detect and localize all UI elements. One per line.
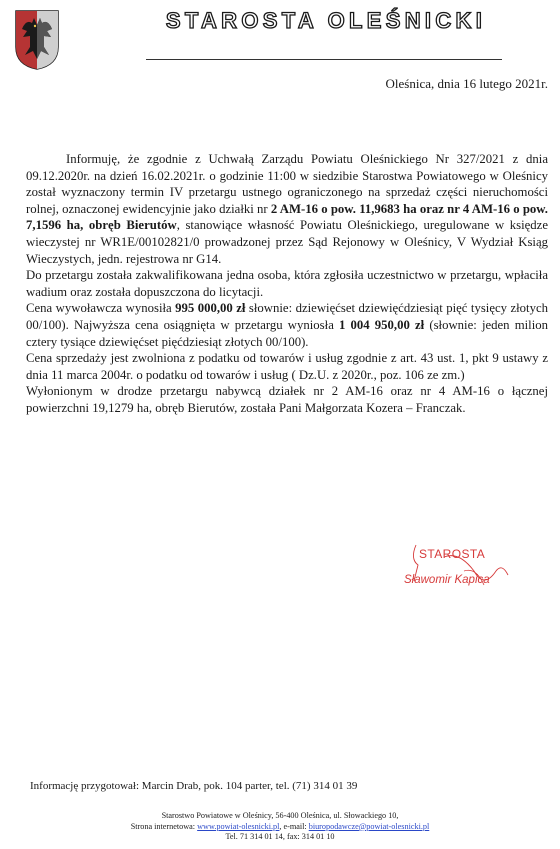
footer-phone: Tel. 71 314 01 14, fax: 314 01 10 [225,832,335,841]
signature-title: STAROSTA [419,547,486,561]
paragraph-3-text-e: (słownie: jeden milion cztery tysiące dziewięćset pięćdziesiąt złotych 00/100). [26,317,548,349]
email-link[interactable]: biuropodawcze@powiat-olesnicki.pl [308,821,430,831]
final-price: 1 004 950,00 zł [339,317,425,332]
coat-of-arms-eagle-icon [14,9,60,71]
signature-stamp [404,541,524,597]
header-divider [146,59,502,60]
paragraph-3 [26,300,548,350]
footer-contacts [0,822,560,833]
footer-email-label: , e-mail: [279,821,309,831]
signature-name: Sławomir Kapica [404,574,490,586]
paragraph-3-text-a: Cena wywoławcza wynosiła [26,301,176,316]
prepared-by: Informację przygotował: Marcin Drab, pok. 104 parter, tel. (71) 314 01 39 [30,780,358,792]
paragraph-4: Cena sprzedaży jest zwolniona z podatku od towarów i usług zgodnie z art. 43 ust. 1, pkt 9 ustawy z dnia 11 marca 2004r. o podatku od towarów i usług ( Dz.U. z 2020r., poz. 106 ze zm.) [26,351,548,382]
date-line: Oleśnica, dnia 16 lutego 2021r. [385,76,548,91]
starting-price: 995 000,00 zł [175,301,246,316]
footer [0,811,560,843]
website-link[interactable]: www.powiat-olesnicki.pl [197,821,280,831]
paragraph-1-text-c: , stanowiące własność Powiatu Oleśnickiego, uregulowane w księdze wieczystej nr WR1E/00102821/0 prowadzonej przez Sąd Rejonowy w Oleśnicy, V Wydział Ksiąg Wieczystych, jedn. rejestrowa nr G14. [26,218,548,266]
paragraph-1-text-a: Informuję, że zgodnie z Uchwałą Zarządu Powiatu Oleśnickiego Nr 327/2021 z dnia 09.12.2020r. na dzień 16.02.2021r. o godzinie 11:00 w siedzibie Starostwa Powiatowego w Oleśnicy został wyznaczony termin IV przetargu ustnego ograniczonego na sprzedaż części nieruchomości rolnej, oznaczonej ewidencyjnie jako działki nr [26,152,548,216]
page-title: STAROSTA OLEŚNICKI [165,8,487,33]
footer-address: Starostwo Powiatowe w Oleśnicy, 56-400 Oleśnica, ul. Słowackiego 10, [161,811,399,820]
paragraph-3-text-c: słownie: dziewięćset dziewięćdziesiąt pięć tysięcy złotych 00/100). Najwyższa cena osiągnięta w przetargu wyniosła [26,301,548,332]
parcels-highlight: 2 AM-16 o pow. 11,9683 ha oraz nr 4 AM-16 o pow. 7,1596 ha, obręb Bierutów [26,201,548,233]
paragraph-2: Do przetargu została zakwalifikowana jedna osoba, która zgłosiła uczestnictwo w przetargu, wpłaciła wadium oraz została dopuszczona do licytacji. [26,268,548,299]
paragraph-1 [26,151,548,267]
paragraph-5: Wyłonionym w drodze przetargu nabywcą działek nr 2 AM-16 oraz nr 4 AM-16 o łącznej powierzchni 19,1279 ha, obręb Bierutów, została Pani Małgorzata Kozera – Franczak. [26,384,548,415]
letter-body [26,151,548,417]
footer-web-label: Strona internetowa: [130,821,198,831]
